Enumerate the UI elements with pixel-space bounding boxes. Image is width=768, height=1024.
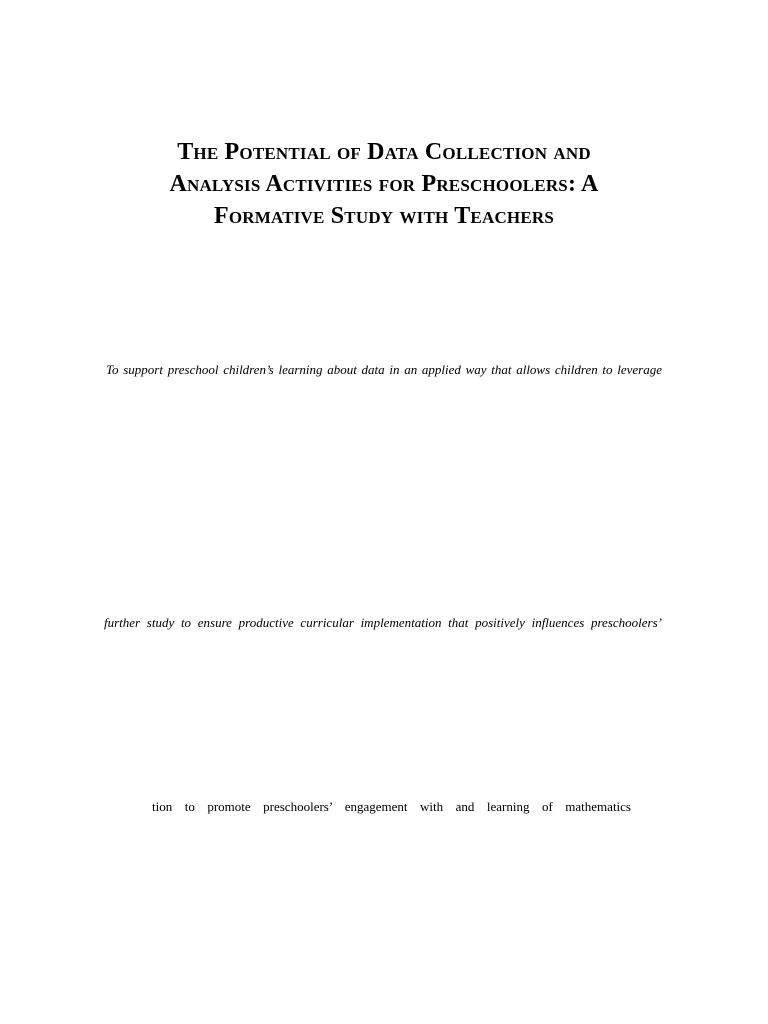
title-line: Analysis Activities for Preschoolers: A (169, 171, 599, 197)
text-fragment-engagement: tion to promote preschoolers’ engagement with and learning of mathematics (152, 799, 631, 814)
text-fragment-further-study: further study to ensure productive curricular implementation that positively influences preschoolers’ (104, 615, 662, 630)
text-fragment-support: To support preschool children’s learning about data in an applied way that allows children to leverage (106, 362, 662, 377)
title-line: Formative Study with Teachers (213, 203, 555, 229)
title-line: The Potential of Data Collection and (177, 139, 591, 165)
paper-title (84, 136, 684, 232)
